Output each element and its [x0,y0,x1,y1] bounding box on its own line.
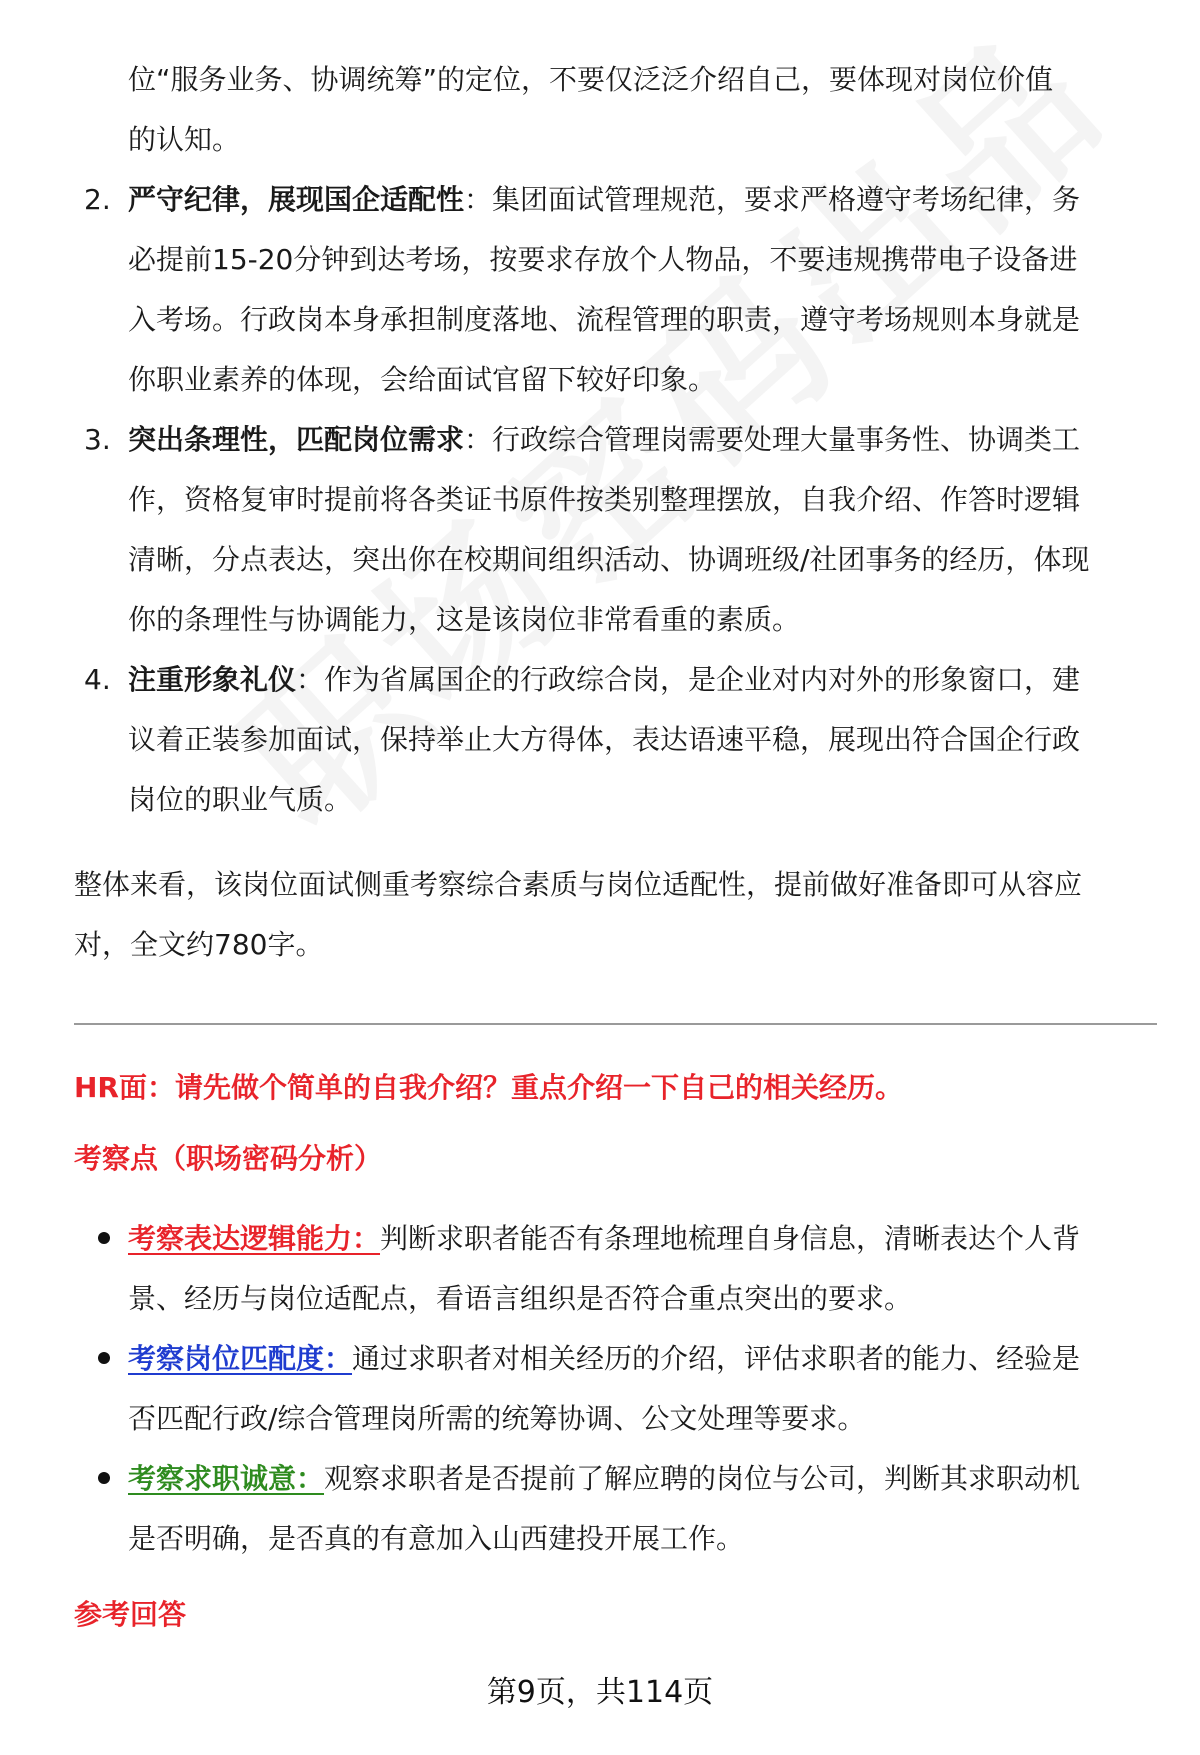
bullet-label: 考察表达逻辑能力： [128,1222,381,1255]
intro-line-2: 的认知。 [128,123,241,156]
bullet-text: 判断求职者能否有条理地梳理自身信息，清晰表达个人背 [380,1222,1081,1255]
item-text: ：作为省属国企的行政综合岗，是企业对内对外的形象窗口，建 [296,663,1081,696]
item-text: 入考场。行政岗本身承担制度落地、流程管理的职责，遵守考场规则本身就是 [128,303,1081,336]
list-item [128,1449,1158,1509]
bullet-text: 否匹配行政/综合管理岗所需的统筹协调、公文处理等要求。 [128,1402,866,1435]
intro-line-1: 位“服务业务、协调统筹”的定位，不要仅泛泛介绍自己，要体现对岗位价值 [128,63,1054,96]
summary-line-2: 对，全文约780字。 [74,928,324,961]
bullet-dot [98,1352,110,1364]
bullet-label: 考察求职诚意： [128,1462,325,1495]
bullet-text: 观察求职者是否提前了解应聘的岗位与公司，判断其求职动机 [324,1462,1081,1495]
item-text: ：行政综合管理岗需要处理大量事务性、协调类工 [464,423,1081,456]
item-number: 2. [84,183,111,216]
item-text: 议着正装参加面试，保持举止大方得体，表达语速平稳，展现出符合国企行政 [128,723,1081,756]
list-item [128,1209,1158,1269]
bullet-dot [98,1472,110,1484]
list-item [128,650,1158,710]
item-number: 3. [84,423,111,456]
item-text: 岗位的职业气质。 [128,783,353,816]
bullet-text: 景、经历与岗位适配点，看语言组织是否符合重点突出的要求。 [128,1282,913,1315]
item-title: 注重形象礼仪 [128,663,297,696]
item-text: 必提前15-20分钟到达考场，按要求存放个人物品，不要违规携带电子设备进 [128,243,1078,276]
item-text: 作，资格复审时提前将各类证书原件按类别整理摆放，自我介绍、作答时逻辑 [128,483,1081,516]
item-title: 严守纪律，展现国企适配性 [128,183,465,216]
bullet-dot [98,1232,110,1244]
list-item [128,410,1158,470]
item-text: ：集团面试管理规范，要求严格遵守考场纪律，务 [464,183,1081,216]
hr-question-heading: HR面：请先做个简单的自我介绍？重点介绍一下自己的相关经历。 [74,1071,903,1104]
item-text: 你的条理性与协调能力，这是该岗位非常看重的素质。 [128,603,801,636]
bullet-label: 考察岗位匹配度： [128,1342,353,1375]
list-item [128,1329,1158,1389]
page-number: 第9页，共114页 [486,1675,714,1710]
item-number: 4. [84,663,111,696]
item-text: 清晰，分点表达，突出你在校期间组织活动、协调班级/社团事务的经历，体现 [128,543,1090,576]
reference-answer-heading: 参考回答 [74,1598,187,1631]
bullet-text: 是否明确，是否真的有意加入山西建投开展工作。 [128,1522,745,1555]
item-text: 你职业素养的体现，会给面试官留下较好印象。 [128,363,717,396]
section-divider [74,1023,1157,1025]
item-title: 突出条理性，匹配岗位需求 [128,423,465,456]
bullet-text: 通过求职者对相关经历的介绍，评估求职者的能力、经验是 [352,1342,1081,1375]
analysis-heading: 考察点（职场密码分析） [74,1142,383,1175]
list-item [128,170,1158,230]
summary-line-1: 整体来看，该岗位面试侧重考察综合素质与岗位适配性，提前做好准备即可从容应 [74,868,1083,901]
